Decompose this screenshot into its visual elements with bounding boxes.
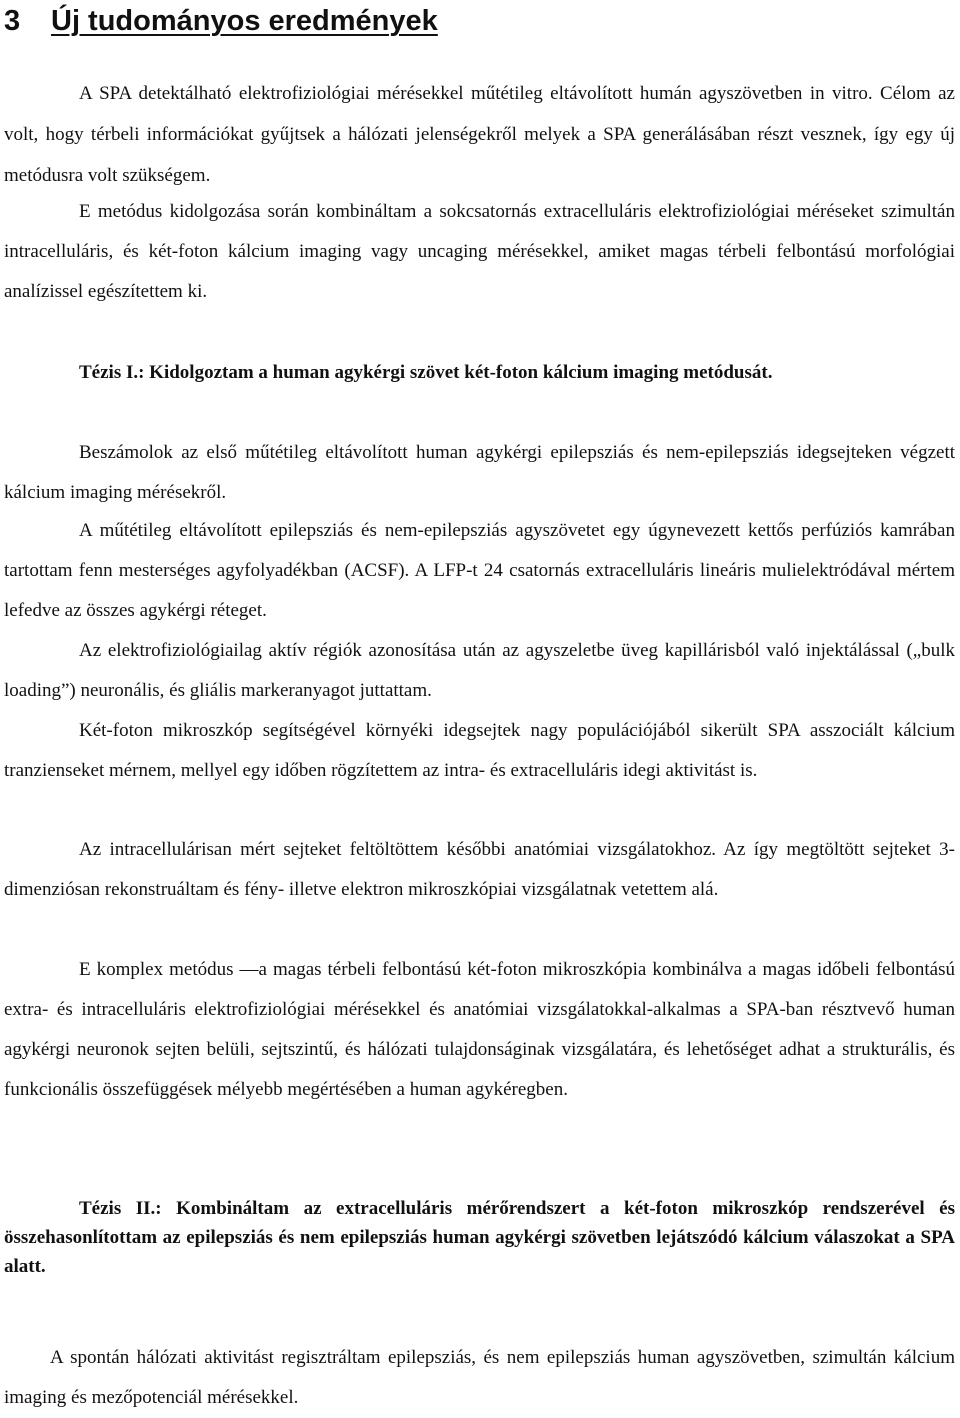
paragraph-two-photon: Két-foton mikroszkóp segítségével környéki idegsejtek nagy populációjából sikerült SPA asszociált kálcium tranzienseket mérnem, mellyel egy időben rögzítettem az intra- és extracelluláris idegi aktivitást is. — [4, 720, 955, 781]
thesis-2: Tézis II.: Kombináltam az extracelluláris mérőrendszert a két-foton mikroszkóp rendszerével és összehasonlítottam az epilepsziás és nem epilepsziás human agykérgi szövetben lejátszódó kálcium válaszokat a SPA alatt. — [4, 1198, 955, 1277]
paragraph-report: Beszámolok az első műtétileg eltávolított human agykérgi epilepsziás és nem-epilepsziás idegsejteken végzett kálcium imaging mérésekről. — [4, 442, 955, 503]
paragraph-method: E metódus kidolgozása során kombináltam a sokcsatornás extracelluláris elektrofiziológiai méréseket szimultán intracelluláris, és két-foton kálcium imaging vagy uncaging mérésekkel, amiket magas térbeli felbontású morfológiai analízissel egészítettem ki. — [4, 201, 955, 302]
paragraph-tissue: A műtétileg eltávolított epilepsziás és nem-epilepsziás agyszövetet egy úgynevezett kettős perfúziós kamrában tartottam fenn mesterséges agyfolyadékban (ACSF). A LFP-t 24 csatornás extracelluláris lineáris mulielektródával mértem lefedve az összes agykérgi réteget. — [4, 520, 955, 621]
paragraph-intro: A SPA detektálható elektrofiziológiai mérésekkel műtétileg eltávolított humán agyszövetben in vitro. Célom az volt, hogy térbeli információkat gyűjtsek a hálózati jelenségekről melyek a SPA generálásában részt vesznek, így egy új metódusra volt szükségem. — [4, 83, 955, 186]
section-number: 3 — [4, 5, 21, 37]
section-heading — [4, 0, 438, 42]
section-title: Új tudományos eredmények — [51, 5, 438, 37]
paragraph-spontaneous: A spontán hálózati aktivitást regisztráltam epilepsziás, és nem epilepsziás human agyszövetben, szimultán kálcium imaging és mezőpotenciál mérésekkel. — [4, 1347, 955, 1408]
thesis-1: Tézis I.: Kidolgoztam a human agykérgi szövet két-foton kálcium imaging metódusát. — [79, 362, 773, 383]
paragraph-injection: Az elektrofiziológiailag aktív régiók azonosítása után az agyszeletbe üveg kapillárisból való injektálással („bulk loading”) neuronális, és gliális markeranyagot juttattam. — [4, 640, 955, 701]
paragraph-complex-method: E komplex metódus —a magas térbeli felbontású két-foton mikroszkópia kombinálva a magas időbeli felbontású extra- és intracelluláris elektrofiziológiai mérésekkel és anatómiai vizsgálatokkal-alkalmas a SPA-ban résztvevő human agykérgi neuronok sejten belüli, sejtszintű, és hálózati tulajdonságinak vizsgálatára, és lehetőséget adhat a strukturális, és funkcionális összefüggések mélyebb megértésében a human agykéregben. — [4, 959, 955, 1100]
paragraph-anatomy: Az intracellulárisan mért sejteket feltöltöttem későbbi anatómiai vizsgálatokhoz. Az így megtöltött sejteket 3-dimenziósan rekonstruáltam és fény- illetve elektron mikroszkópiai vizsgálatnak vetettem alá. — [4, 839, 955, 900]
